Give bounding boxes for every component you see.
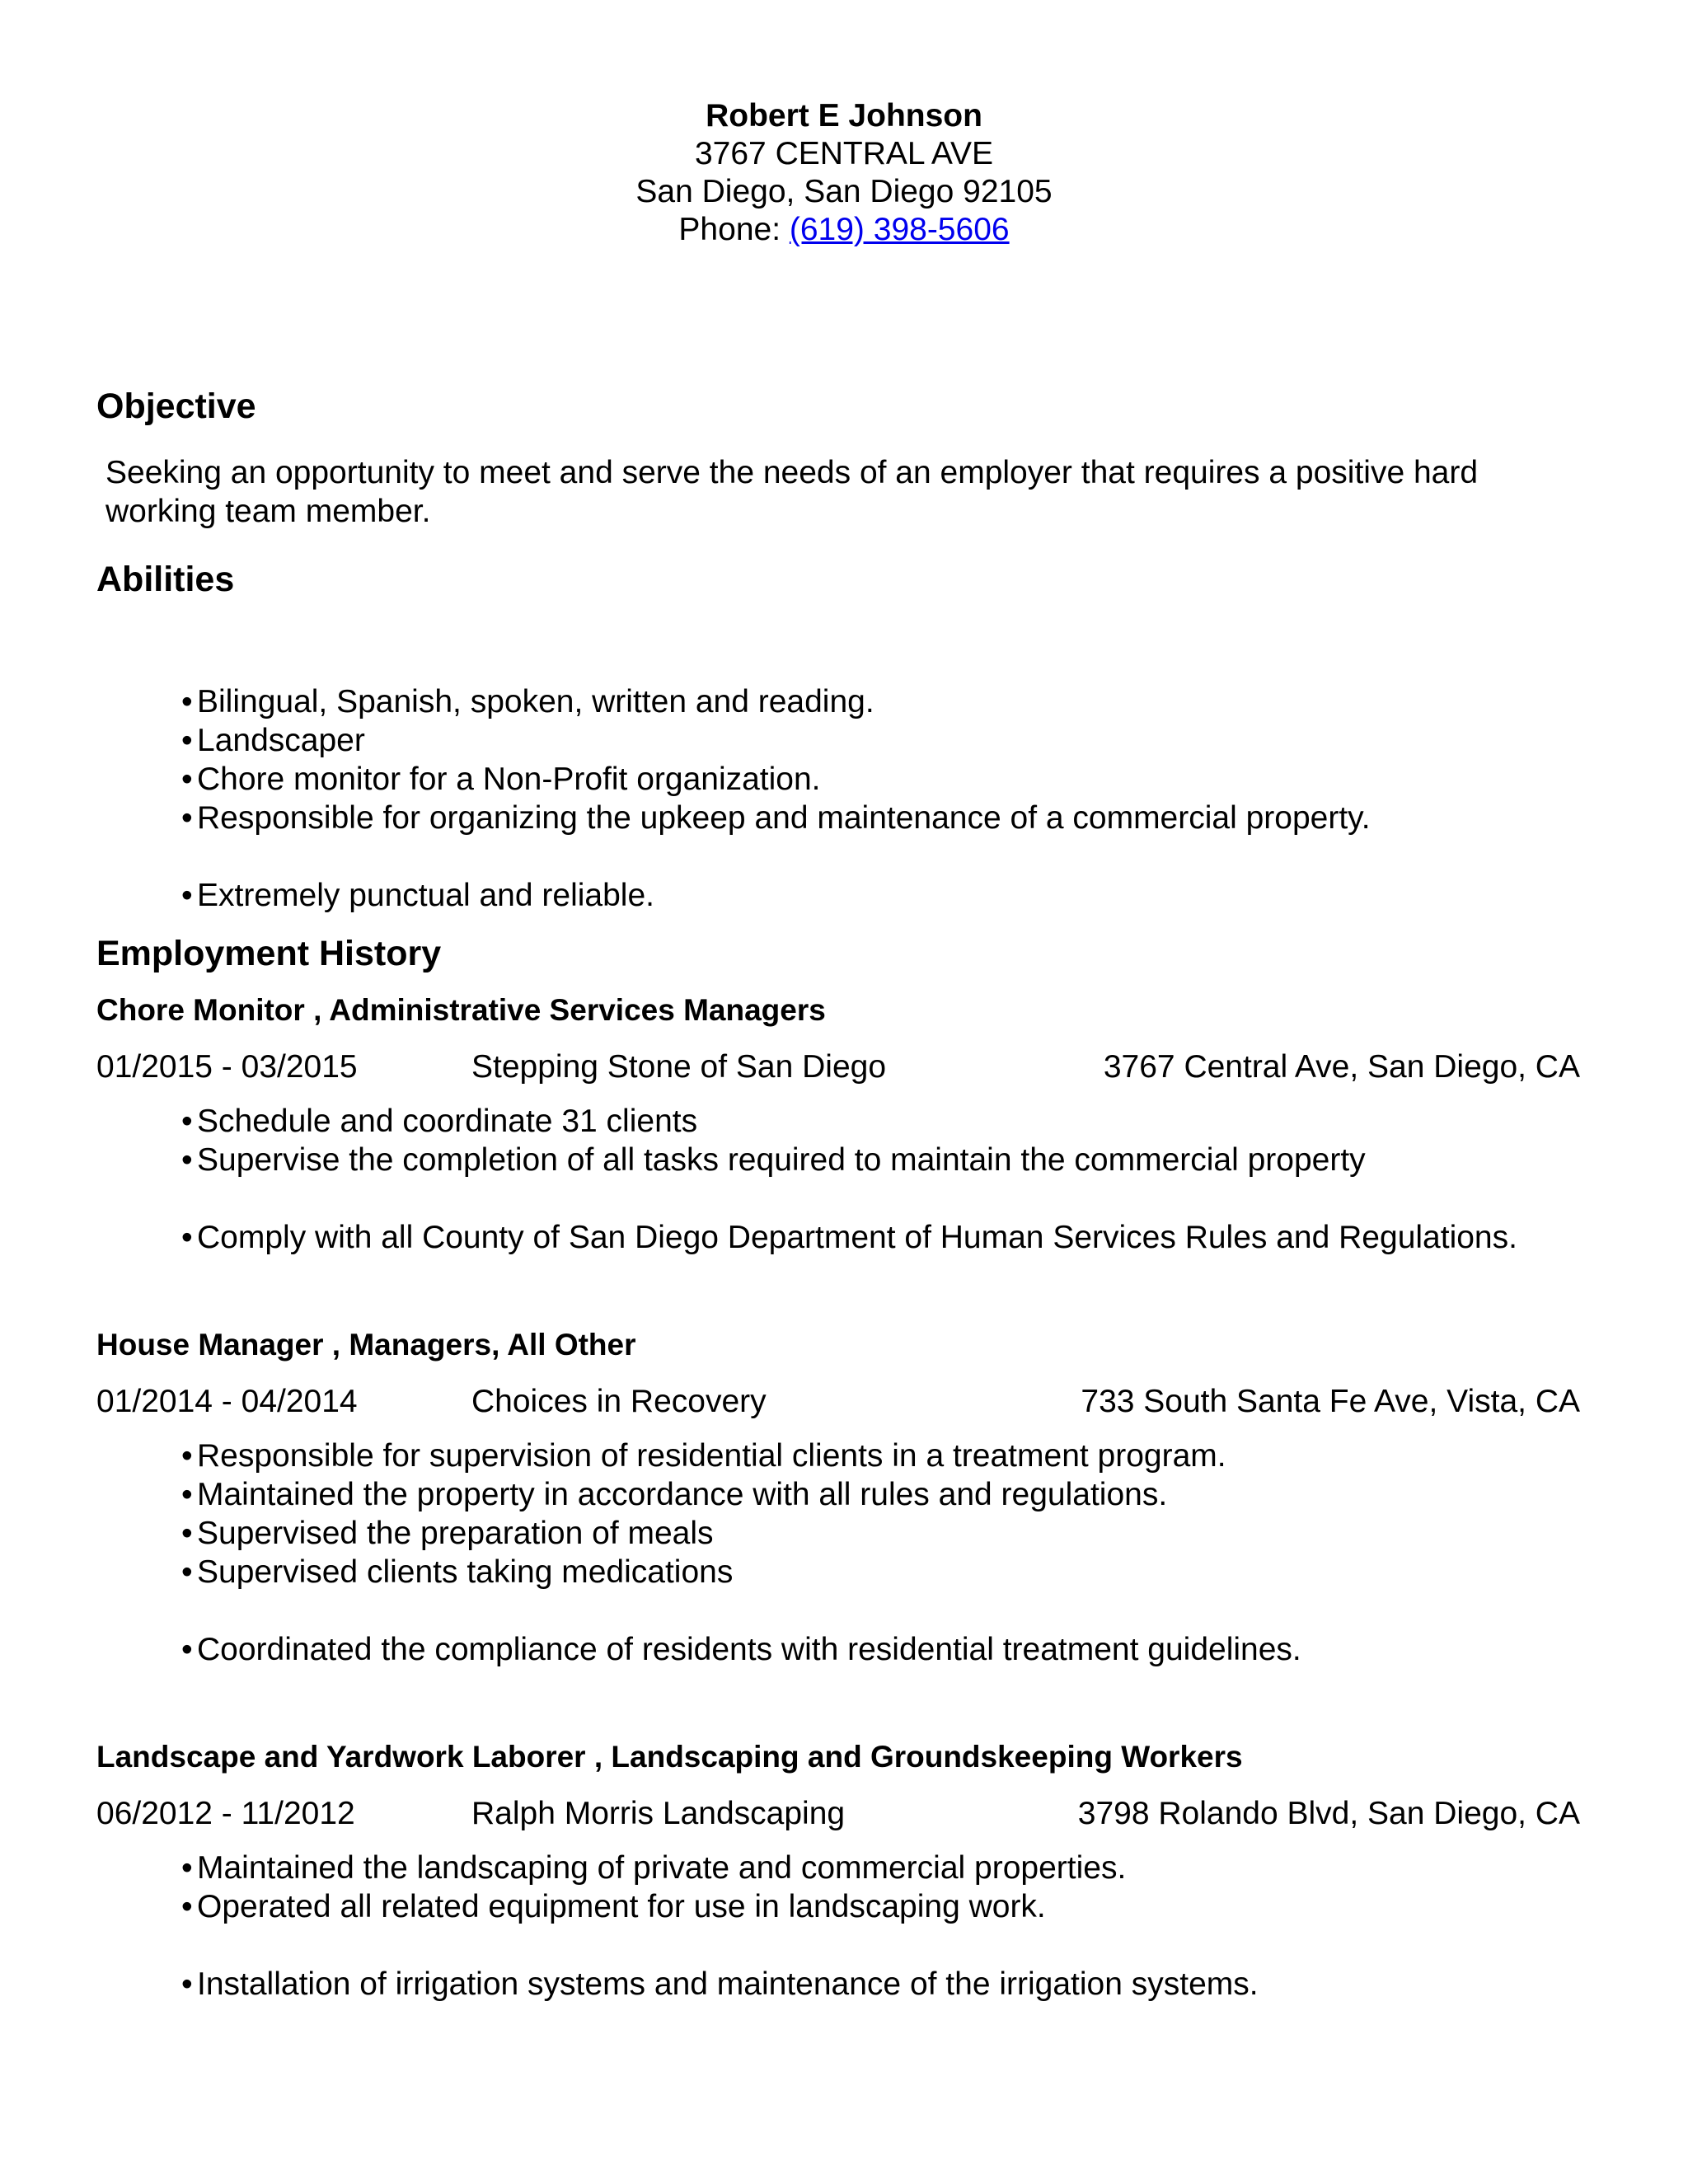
job-duties-list xyxy=(181,1436,1301,1669)
list-item: • Maintained the property in accordance with all rules and regulations. xyxy=(181,1475,1301,1514)
list-item: • Chore monitor for a Non-Profit organization. xyxy=(181,760,1371,799)
job-employer: Choices in Recovery xyxy=(471,1384,767,1419)
list-item: • Responsible for supervision of residential clients in a treatment program. xyxy=(181,1436,1301,1475)
phone-link[interactable]: (619) 398-5606 xyxy=(789,212,1010,247)
abilities-heading: Abilities xyxy=(96,560,235,599)
list-item: • Schedule and coordinate 31 clients xyxy=(181,1102,1517,1141)
job-meta-row xyxy=(96,1382,1580,1422)
job-meta-row xyxy=(96,1047,1580,1087)
phone-label: Phone: xyxy=(678,212,790,247)
list-item: • Comply with all County of San Diego Department of Human Services Rules and Regulations. xyxy=(181,1218,1517,1257)
city-line: San Diego, San Diego 92105 xyxy=(635,174,1053,209)
list-item: • Bilingual, Spanish, spoken, written and reading. xyxy=(181,682,1371,721)
list-item: • Landscaper xyxy=(181,721,1371,760)
job-location: 3798 Rolando Blvd, San Diego, CA xyxy=(1077,1796,1580,1831)
job-duties-list xyxy=(181,1849,1259,2004)
list-item: • Supervised clients taking medications xyxy=(181,1553,1301,1591)
job-employer: Ralph Morris Landscaping xyxy=(471,1796,846,1831)
list-item: • Supervised the preparation of meals xyxy=(181,1514,1301,1553)
list-item: • Maintained the landscaping of private and commercial properties. xyxy=(181,1849,1259,1887)
phone-line xyxy=(0,211,1688,249)
list-item: • Installation of irrigation systems and maintenance of the irrigation systems. xyxy=(181,1965,1259,2004)
job-title: House Manager , Managers, All Other xyxy=(96,1328,636,1361)
objective-text: Seeking an opportunity to meet and serve the needs of an employer that requires a positive hard working team member. xyxy=(106,455,1479,529)
job-meta-row xyxy=(96,1794,1580,1834)
job-employer: Stepping Stone of San Diego xyxy=(471,1049,887,1085)
abilities-list xyxy=(181,682,1371,915)
candidate-name: Robert E Johnson xyxy=(706,98,982,134)
list-item: • Coordinated the compliance of residents with residential treatment guidelines. xyxy=(181,1630,1301,1669)
list-item: • Operated all related equipment for use in landscaping work. xyxy=(181,1887,1259,1926)
job-location: 3767 Central Ave, San Diego, CA xyxy=(1103,1049,1580,1085)
job-duties-list xyxy=(181,1102,1517,1257)
job-dates: 06/2012 - 11/2012 xyxy=(96,1796,355,1831)
job-title: Landscape and Yardwork Laborer , Landscaping and Groundskeeping Workers xyxy=(96,1740,1243,1774)
street-address: 3767 CENTRAL AVE xyxy=(694,136,993,171)
job-dates: 01/2014 - 04/2014 xyxy=(96,1384,358,1419)
list-item: • Extremely punctual and reliable. xyxy=(181,876,1371,915)
list-item: • Responsible for organizing the upkeep and maintenance of a commercial property. xyxy=(181,799,1371,837)
objective-heading: Objective xyxy=(96,387,256,426)
job-title: Chore Monitor , Administrative Services Managers xyxy=(96,993,826,1027)
job-dates: 01/2015 - 03/2015 xyxy=(96,1049,358,1085)
job-location: 733 South Santa Fe Ave, Vista, CA xyxy=(1081,1384,1580,1419)
list-item: • Supervise the completion of all tasks required to maintain the commercial property xyxy=(181,1141,1517,1179)
contact-header xyxy=(0,97,1688,249)
employment-heading: Employment History xyxy=(96,934,442,973)
